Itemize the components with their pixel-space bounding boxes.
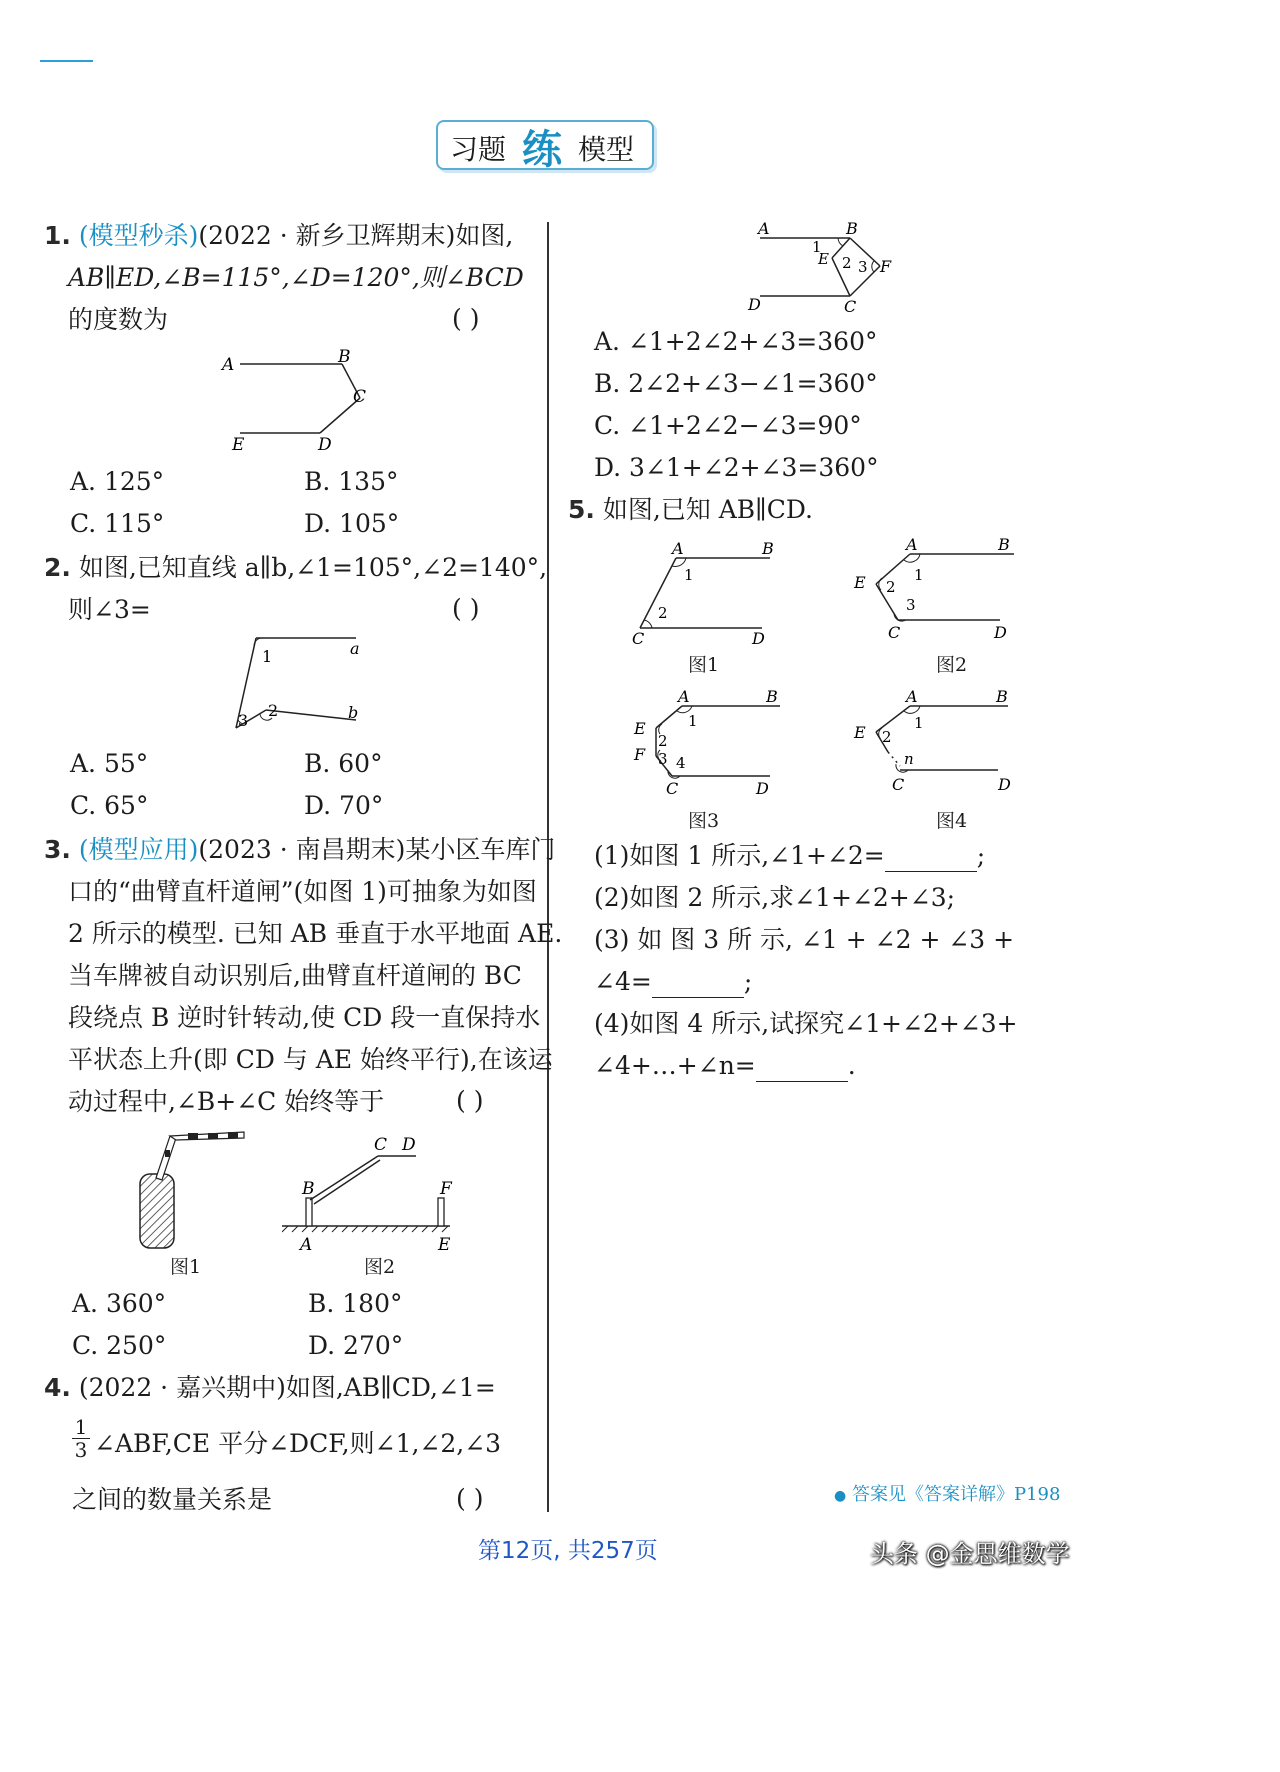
q5-sub-4b-text: ∠4+…+∠n= <box>594 1051 756 1080</box>
q4-answer-paren: ( ) <box>456 1484 484 1513</box>
q3-line-5: 段绕点 B 逆时针转动,使 CD 段一直保持水 <box>68 1003 541 1032</box>
q4-line-2: ∠ABF,CE 平分∠DCF,则∠1,∠2,∠3 <box>94 1429 502 1458</box>
q4-label-3: 3 <box>858 258 868 276</box>
q2-line-2: 则∠3= <box>68 595 151 624</box>
q2-option-a: A. 55° <box>70 749 149 778</box>
q5-sub-4a: (4)如图 4 所示,试探究∠1+∠2+∠3+ <box>594 1009 1018 1038</box>
q1-option-d: D. 105° <box>304 509 400 538</box>
q4-number: 4. <box>44 1373 71 1402</box>
q5f4-label-a: A <box>906 687 918 706</box>
watermark: 头条 @金思维数学 <box>870 1540 1070 1568</box>
q2-label-1: 1 <box>262 647 273 666</box>
q5f4-label-n: n <box>904 750 914 768</box>
q3-line-3: 2 所示的模型. 已知 AB 垂直于水平地面 AE. <box>68 919 563 948</box>
q1-label-c: C <box>353 387 367 407</box>
answer-reference <box>834 1480 1060 1506</box>
q4-label-c: C <box>844 297 857 316</box>
q5f4-label-1: 1 <box>914 714 924 732</box>
q5-sub-1 <box>594 840 985 872</box>
q4-line-1 <box>44 1372 496 1404</box>
q5f2-label-3: 3 <box>906 596 916 614</box>
q5f3-label-d: D <box>756 779 769 798</box>
q5-sub-3b-text: ∠4= <box>594 967 652 996</box>
answer-reference-text: 答案见《答案详解》P198 <box>851 1484 1061 1505</box>
q5f3-label-c: C <box>666 779 679 798</box>
q3-fig2-label-d: D <box>402 1135 416 1155</box>
q5f4-label-d: D <box>998 775 1011 794</box>
q5-fig2-caption: 图2 <box>936 654 968 676</box>
header-text-3: 模型 <box>578 133 635 166</box>
q5-sub-4-end: . <box>847 1051 856 1080</box>
q2-label-b: b <box>348 703 359 722</box>
q5f2-label-e: E <box>854 573 866 592</box>
q5f3-label-3: 3 <box>658 750 668 768</box>
q1-figure <box>210 340 390 460</box>
q2-label-a: a <box>350 639 360 658</box>
q5-sub-4-blank[interactable] <box>756 1055 848 1082</box>
q3-line-4: 当车牌被自动识别后,曲臂直杆道闸的 BC <box>68 961 522 990</box>
q4-label-d: D <box>748 295 761 314</box>
q3-option-b: B. 180° <box>308 1289 403 1318</box>
column-divider <box>547 222 549 1512</box>
q1-line-3: 的度数为 <box>68 305 169 334</box>
q5f1-label-1: 1 <box>684 566 694 584</box>
q4-label-2: 2 <box>842 254 852 272</box>
q5f3-label-2: 2 <box>658 732 668 750</box>
q1-label-b: B <box>338 347 351 367</box>
q2-option-d: D. 70° <box>304 791 384 820</box>
header-text-1: 习题 <box>450 133 507 166</box>
q5f3-label-f: F <box>634 745 646 764</box>
q5f4-label-c: C <box>892 775 905 794</box>
q5-sub-4b <box>594 1050 856 1082</box>
q2-number: 2. <box>44 553 71 582</box>
q3-fig2-label-c: C <box>374 1135 388 1155</box>
q4-option-b: B. 2∠2+∠3−∠1=360° <box>594 369 878 398</box>
q1-label-e: E <box>232 435 245 455</box>
q5-sub-3a: (3) 如 图 3 所 示, ∠1 + ∠2 + ∠3 + <box>594 925 1015 954</box>
page-number: 第12页, 共257页 <box>478 1538 658 1564</box>
q5-line-1 <box>568 494 813 526</box>
q4-frac-numerator: 1 <box>74 1415 88 1439</box>
q5-sub-2: (2)如图 2 所示,求∠1+∠2+∠3; <box>594 883 956 912</box>
q4-option-d: D. 3∠1+∠2+∠3=360° <box>594 453 879 482</box>
q1-number: 1. <box>44 221 71 250</box>
q5-sub-1-blank[interactable] <box>885 845 977 872</box>
q3-line-2: 口的“曲臂直杆道闸”(如图 1)可抽象为如图 <box>68 877 537 906</box>
q5-fig1-caption: 图1 <box>688 654 720 676</box>
q5-sub-3b <box>594 966 752 998</box>
q1-option-c: C. 115° <box>70 509 165 538</box>
q5-fig3-caption: 图3 <box>688 810 720 832</box>
q5f2-label-a: A <box>906 535 918 554</box>
q3-line-1 <box>44 834 555 866</box>
q1-answer-paren: ( ) <box>452 304 480 333</box>
q5f1-label-c: C <box>632 629 645 648</box>
q3-fig2-label-a: A <box>300 1235 313 1255</box>
q3-answer-paren: ( ) <box>456 1086 484 1115</box>
q4-frac-denominator: 3 <box>72 1438 90 1461</box>
q5-sub-1-end: ; <box>976 841 986 870</box>
q4-figure <box>740 214 910 318</box>
q5f4-label-b: B <box>996 687 1008 706</box>
header-text-2: 练 <box>522 127 562 173</box>
q2-answer-paren: ( ) <box>452 594 480 623</box>
q3-gate-image <box>130 1128 250 1252</box>
q2-option-c: C. 65° <box>70 791 149 820</box>
q3-fig2-label-b: B <box>302 1179 315 1199</box>
q5f1-label-2: 2 <box>658 604 668 622</box>
q1-option-b: B. 135° <box>304 467 399 496</box>
q5f3-label-a: A <box>678 687 690 706</box>
q5f3-label-b: B <box>766 687 778 706</box>
bullet-dot-icon: ● <box>834 1488 847 1504</box>
q5f3-label-4: 4 <box>676 754 686 772</box>
q5-text: 如图,已知 AB∥CD. <box>602 495 813 524</box>
q2-option-b: B. 60° <box>304 749 383 778</box>
q4-label-f: F <box>880 257 892 276</box>
q4-text: (2022 · 嘉兴期中)如图,AB∥CD,∠1= <box>78 1373 496 1402</box>
corner-accent-line <box>40 60 93 62</box>
q1-label-d: D <box>318 435 332 455</box>
q4-option-c: C. ∠1+2∠2−∠3=90° <box>594 411 862 440</box>
q4-fraction <box>72 1416 90 1461</box>
q1-line-2: AB∥ED,∠B=115°,∠D=120°,则∠BCD <box>68 263 524 292</box>
q5f2-label-2: 2 <box>886 578 896 596</box>
q2-figure <box>220 628 380 738</box>
q1-option-a: A. 125° <box>70 467 165 496</box>
q2-text: 如图,已知直线 a∥b,∠1=105°,∠2=140°, <box>78 553 548 582</box>
q5f1-label-d: D <box>752 629 765 648</box>
q5f1-label-b: B <box>762 539 774 558</box>
q3-number: 3. <box>44 835 71 864</box>
q1-source: (2022 · 新乡卫辉期末)如图, <box>198 221 514 250</box>
q5f4-label-e: E <box>854 723 866 742</box>
q5f4-label-2: 2 <box>882 728 892 746</box>
q3-tag: (模型应用) <box>78 835 199 864</box>
q5-figure-4 <box>846 684 1026 802</box>
q4-label-e: E <box>818 250 829 268</box>
q3-fig1-caption: 图1 <box>170 1256 202 1278</box>
q2-label-3: 3 <box>238 711 249 730</box>
q5-number: 5. <box>568 495 595 524</box>
q3-source: (2023 · 南昌期末)某小区车库门 <box>198 835 556 864</box>
q3-figure-2 <box>282 1132 462 1256</box>
q4-option-a: A. ∠1+2∠2+∠3=360° <box>594 327 878 356</box>
q5-figure-1 <box>620 536 790 648</box>
q5-figure-3 <box>626 684 796 802</box>
q3-fig2-label-f: F <box>440 1179 452 1199</box>
q3-fig2-caption: 图2 <box>364 1256 396 1278</box>
q5-fig4-caption: 图4 <box>936 810 968 832</box>
q5f3-label-e: E <box>634 719 646 738</box>
q5f2-label-b: B <box>998 535 1010 554</box>
q5f2-label-d: D <box>994 623 1007 642</box>
q1-line-1 <box>44 220 513 252</box>
q5-figure-2 <box>848 532 1028 646</box>
q5f3-label-1: 1 <box>688 712 698 730</box>
q3-option-d: D. 270° <box>308 1331 404 1360</box>
q4-label-1: 1 <box>812 238 822 256</box>
section-header <box>436 120 654 173</box>
q4-label-b: B <box>846 219 858 238</box>
q3-line-6: 平状态上升(即 CD 与 AE 始终平行),在该运 <box>68 1045 553 1074</box>
q4-label-a: A <box>758 219 770 238</box>
q4-line-3: 之间的数量关系是 <box>72 1485 273 1514</box>
q5f1-label-a: A <box>672 539 684 558</box>
q5-sub-3-blank[interactable] <box>652 971 744 998</box>
q1-label-a: A <box>222 355 235 375</box>
q5f2-label-c: C <box>888 623 901 642</box>
q3-option-c: C. 250° <box>72 1331 167 1360</box>
q2-label-2: 2 <box>268 701 279 720</box>
q5f2-label-1: 1 <box>914 566 924 584</box>
q1-tag: (模型秒杀) <box>78 221 199 250</box>
q3-option-a: A. 360° <box>72 1289 167 1318</box>
q5-sub-3-end: ; <box>743 967 753 996</box>
q5-sub-1-text: (1)如图 1 所示,∠1+∠2= <box>594 841 885 870</box>
q3-line-7: 动过程中,∠B+∠C 始终等于 <box>68 1087 385 1116</box>
q3-fig2-label-e: E <box>438 1235 451 1255</box>
q2-line-1 <box>44 552 547 584</box>
